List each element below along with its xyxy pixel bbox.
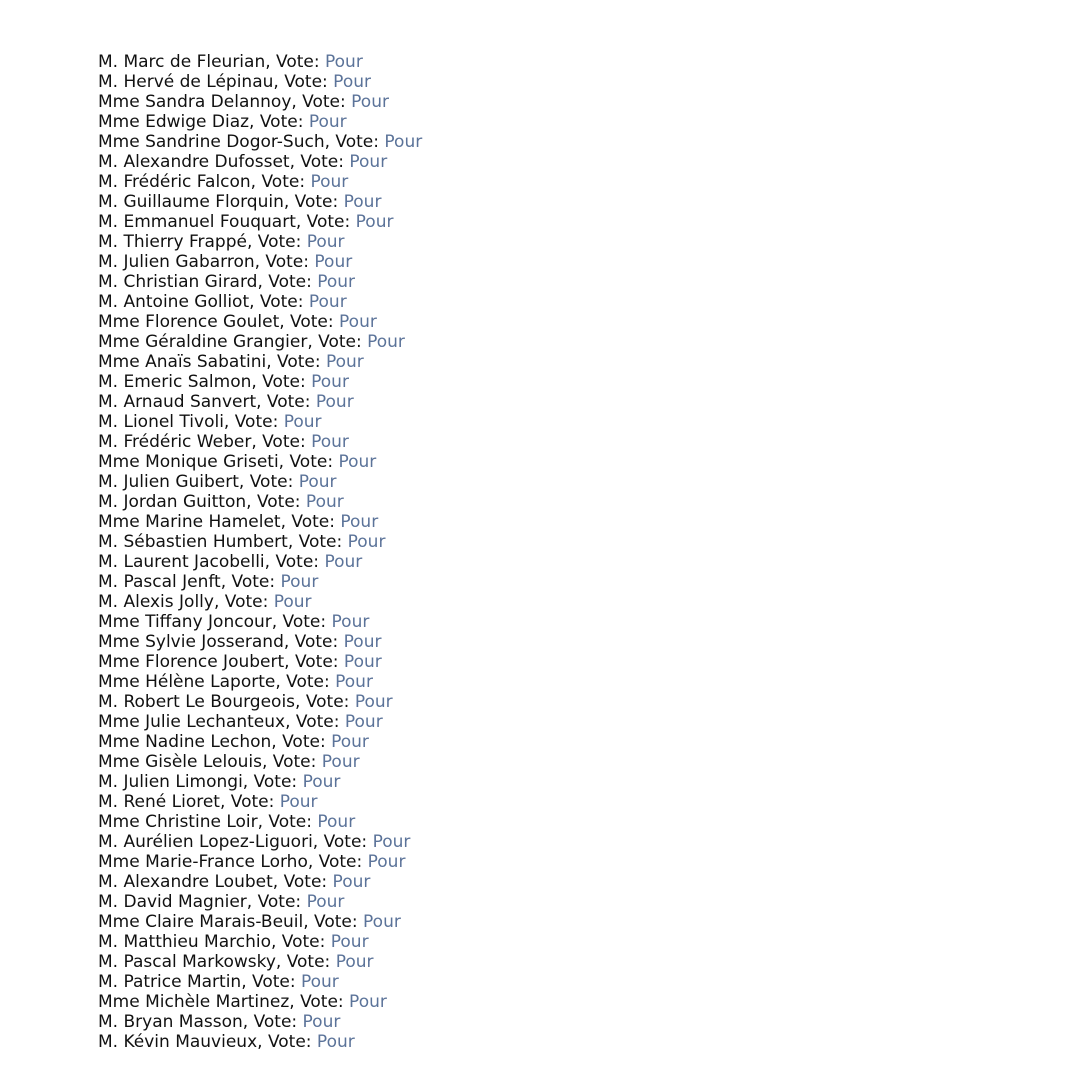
vote-value: Pour [279, 792, 318, 812]
deputy-name-label: M. Julien Limongi, Vote: [98, 772, 303, 792]
deputy-name-label: M. Pascal Jenft, Vote: [98, 572, 281, 592]
vote-entry [98, 512, 1080, 532]
vote-entry [98, 792, 1080, 812]
vote-value: Pour [349, 992, 387, 1012]
vote-value: Pour [302, 772, 341, 792]
vote-entry [98, 392, 1080, 412]
vote-value: Pour [311, 432, 349, 452]
deputy-name-label: M. Frédéric Weber, Vote: [98, 432, 312, 452]
vote-entry [98, 812, 1080, 832]
vote-value: Pour [333, 72, 371, 92]
deputy-name-label: M. Alexandre Dufosset, Vote: [98, 152, 350, 172]
vote-value: Pour [298, 472, 337, 492]
vote-entry [98, 252, 1080, 272]
deputy-name-label: M. Alexis Jolly, Vote: [98, 592, 274, 612]
vote-entry [98, 932, 1080, 952]
deputy-name-label: Mme Nadine Lechon, Vote: [98, 732, 332, 752]
vote-entry [98, 72, 1080, 92]
vote-value: Pour [349, 152, 388, 172]
vote-list [98, 52, 1080, 1052]
vote-value: Pour [306, 892, 345, 912]
deputy-name-label: M. Arnaud Sanvert, Vote: [98, 392, 316, 412]
vote-entry [98, 572, 1080, 592]
vote-value: Pour [310, 172, 349, 192]
deputy-name-label: M. Emmanuel Fouquart, Vote: [98, 212, 356, 232]
vote-value: Pour [339, 312, 377, 332]
vote-entry [98, 732, 1080, 752]
vote-value: Pour [338, 452, 377, 472]
vote-entry [98, 892, 1080, 912]
deputy-name-label: Mme Julie Lechanteux, Vote: [98, 712, 345, 732]
vote-entry [98, 992, 1080, 1012]
vote-value: Pour [325, 52, 363, 72]
vote-value: Pour [330, 932, 369, 952]
deputy-name-label: M. David Magnier, Vote: [98, 892, 307, 912]
deputy-name-label: Mme Monique Griseti, Vote: [98, 452, 339, 472]
vote-value: Pour [314, 252, 353, 272]
vote-value: Pour [324, 552, 363, 572]
vote-value: Pour [335, 952, 374, 972]
vote-entry [98, 912, 1080, 932]
vote-value: Pour [363, 912, 401, 932]
vote-value: Pour [315, 392, 354, 412]
vote-value: Pour [273, 592, 312, 612]
deputy-name-label: Mme Christine Loir, Vote: [98, 812, 318, 832]
vote-entry [98, 832, 1080, 852]
vote-value: Pour [280, 572, 319, 592]
vote-value: Pour [283, 412, 322, 432]
deputy-name-label: M. Emeric Salmon, Vote: [98, 372, 312, 392]
deputy-name-label: Mme Claire Marais-Beuil, Vote: [98, 912, 364, 932]
deputy-name-label: M. Julien Gabarron, Vote: [98, 252, 315, 272]
deputy-name-label: M. Bryan Masson, Vote: [98, 1012, 303, 1032]
deputy-name-label: M. Lionel Tivoli, Vote: [98, 412, 284, 432]
vote-entry [98, 292, 1080, 312]
vote-value: Pour [305, 492, 344, 512]
deputy-name-label: M. Pascal Markowsky, Vote: [98, 952, 336, 972]
vote-entry [98, 552, 1080, 572]
vote-value: Pour [317, 272, 356, 292]
vote-value: Pour [367, 852, 406, 872]
deputy-name-label: M. Frédéric Falcon, Vote: [98, 172, 311, 192]
deputy-name-label: M. Julien Guibert, Vote: [98, 472, 299, 492]
vote-value: Pour [343, 632, 382, 652]
deputy-name-label: M. Hervé de Lépinau, Vote: [98, 72, 334, 92]
deputy-name-label: M. Kévin Mauvieux, Vote: [98, 1032, 317, 1052]
vote-entry [98, 212, 1080, 232]
deputy-name-label: Mme Sylvie Josserand, Vote: [98, 632, 344, 652]
vote-entry [98, 372, 1080, 392]
deputy-name-label: M. Antoine Golliot, Vote: [98, 292, 309, 312]
vote-value: Pour [331, 612, 370, 632]
vote-entry [98, 432, 1080, 452]
vote-value: Pour [317, 812, 356, 832]
deputy-name-label: Mme Marie-France Lorho, Vote: [98, 852, 368, 872]
deputy-name-label: M. Aurélien Lopez-Liguori, Vote: [98, 832, 373, 852]
deputy-name-label: M. Laurent Jacobelli, Vote: [98, 552, 325, 572]
vote-value: Pour [325, 352, 364, 372]
vote-value: Pour [316, 1032, 355, 1052]
vote-value: Pour [367, 332, 405, 352]
deputy-name-label: Mme Gisèle Lelouis, Vote: [98, 752, 322, 772]
vote-value: Pour [300, 972, 339, 992]
deputy-name-label: Mme Sandra Delannoy, Vote: [98, 92, 352, 112]
vote-entry [98, 532, 1080, 552]
deputy-name-label: Mme Michèle Martinez, Vote: [98, 992, 350, 1012]
vote-value: Pour [306, 232, 345, 252]
vote-entry [98, 52, 1080, 72]
vote-entry [98, 412, 1080, 432]
vote-entry [98, 752, 1080, 772]
deputy-name-label: Mme Géraldine Grangier, Vote: [98, 332, 368, 352]
vote-entry [98, 192, 1080, 212]
deputy-name-label: Mme Edwige Diaz, Vote: [98, 112, 309, 132]
vote-entry [98, 692, 1080, 712]
deputy-name-label: Mme Tiffany Joncour, Vote: [98, 612, 332, 632]
deputy-name-label: M. Guillaume Florquin, Vote: [98, 192, 344, 212]
deputy-name-label: M. Marc de Fleurian, Vote: [98, 52, 325, 72]
vote-entry [98, 452, 1080, 472]
vote-value: Pour [354, 692, 393, 712]
vote-entry [98, 972, 1080, 992]
deputy-name-label: M. René Lioret, Vote: [98, 792, 280, 812]
vote-entry [98, 1032, 1080, 1052]
deputy-name-label: Mme Hélène Laporte, Vote: [98, 672, 336, 692]
vote-value: Pour [344, 712, 383, 732]
vote-value: Pour [308, 292, 347, 312]
vote-entry [98, 872, 1080, 892]
vote-value: Pour [308, 112, 347, 132]
vote-entry [98, 632, 1080, 652]
deputy-name-label: M. Thierry Frappé, Vote: [98, 232, 307, 252]
deputy-name-label: M. Christian Girard, Vote: [98, 272, 318, 292]
vote-value: Pour [302, 1012, 341, 1032]
vote-entry [98, 672, 1080, 692]
vote-entry [98, 152, 1080, 172]
deputy-name-label: M. Patrice Martin, Vote: [98, 972, 301, 992]
vote-entry [98, 132, 1080, 152]
vote-entry [98, 772, 1080, 792]
deputy-name-label: Mme Marine Hamelet, Vote: [98, 512, 341, 532]
vote-entry [98, 492, 1080, 512]
deputy-name-label: Mme Florence Joubert, Vote: [98, 652, 344, 672]
vote-entry [98, 472, 1080, 492]
deputy-name-label: M. Robert Le Bourgeois, Vote: [98, 692, 355, 712]
vote-value: Pour [372, 832, 411, 852]
deputy-name-label: M. Jordan Guitton, Vote: [98, 492, 306, 512]
vote-value: Pour [343, 192, 382, 212]
vote-value: Pour [347, 532, 386, 552]
deputy-name-label: M. Alexandre Loubet, Vote: [98, 872, 333, 892]
deputy-name-label: Mme Anaïs Sabatini, Vote: [98, 352, 326, 372]
vote-value: Pour [340, 512, 379, 532]
deputy-name-label: Mme Sandrine Dogor-Such, Vote: [98, 132, 385, 152]
vote-entry [98, 312, 1080, 332]
vote-entry [98, 652, 1080, 672]
vote-entry [98, 352, 1080, 372]
vote-entry [98, 332, 1080, 352]
vote-value: Pour [335, 672, 373, 692]
vote-entry [98, 712, 1080, 732]
deputy-name-label: M. Sébastien Humbert, Vote: [98, 532, 348, 552]
vote-entry [98, 92, 1080, 112]
vote-value: Pour [311, 372, 349, 392]
vote-entry [98, 592, 1080, 612]
vote-value: Pour [343, 652, 382, 672]
vote-entry [98, 852, 1080, 872]
vote-entry [98, 172, 1080, 192]
vote-value: Pour [331, 732, 369, 752]
vote-value: Pour [351, 92, 389, 112]
vote-value: Pour [332, 872, 371, 892]
vote-entry [98, 1012, 1080, 1032]
vote-value: Pour [355, 212, 394, 232]
vote-entry [98, 232, 1080, 252]
vote-entry [98, 612, 1080, 632]
vote-value: Pour [384, 132, 423, 152]
vote-entry [98, 112, 1080, 132]
deputy-name-label: Mme Florence Goulet, Vote: [98, 312, 340, 332]
vote-entry [98, 272, 1080, 292]
deputy-name-label: M. Matthieu Marchio, Vote: [98, 932, 331, 952]
vote-entry [98, 952, 1080, 972]
vote-value: Pour [321, 752, 360, 772]
